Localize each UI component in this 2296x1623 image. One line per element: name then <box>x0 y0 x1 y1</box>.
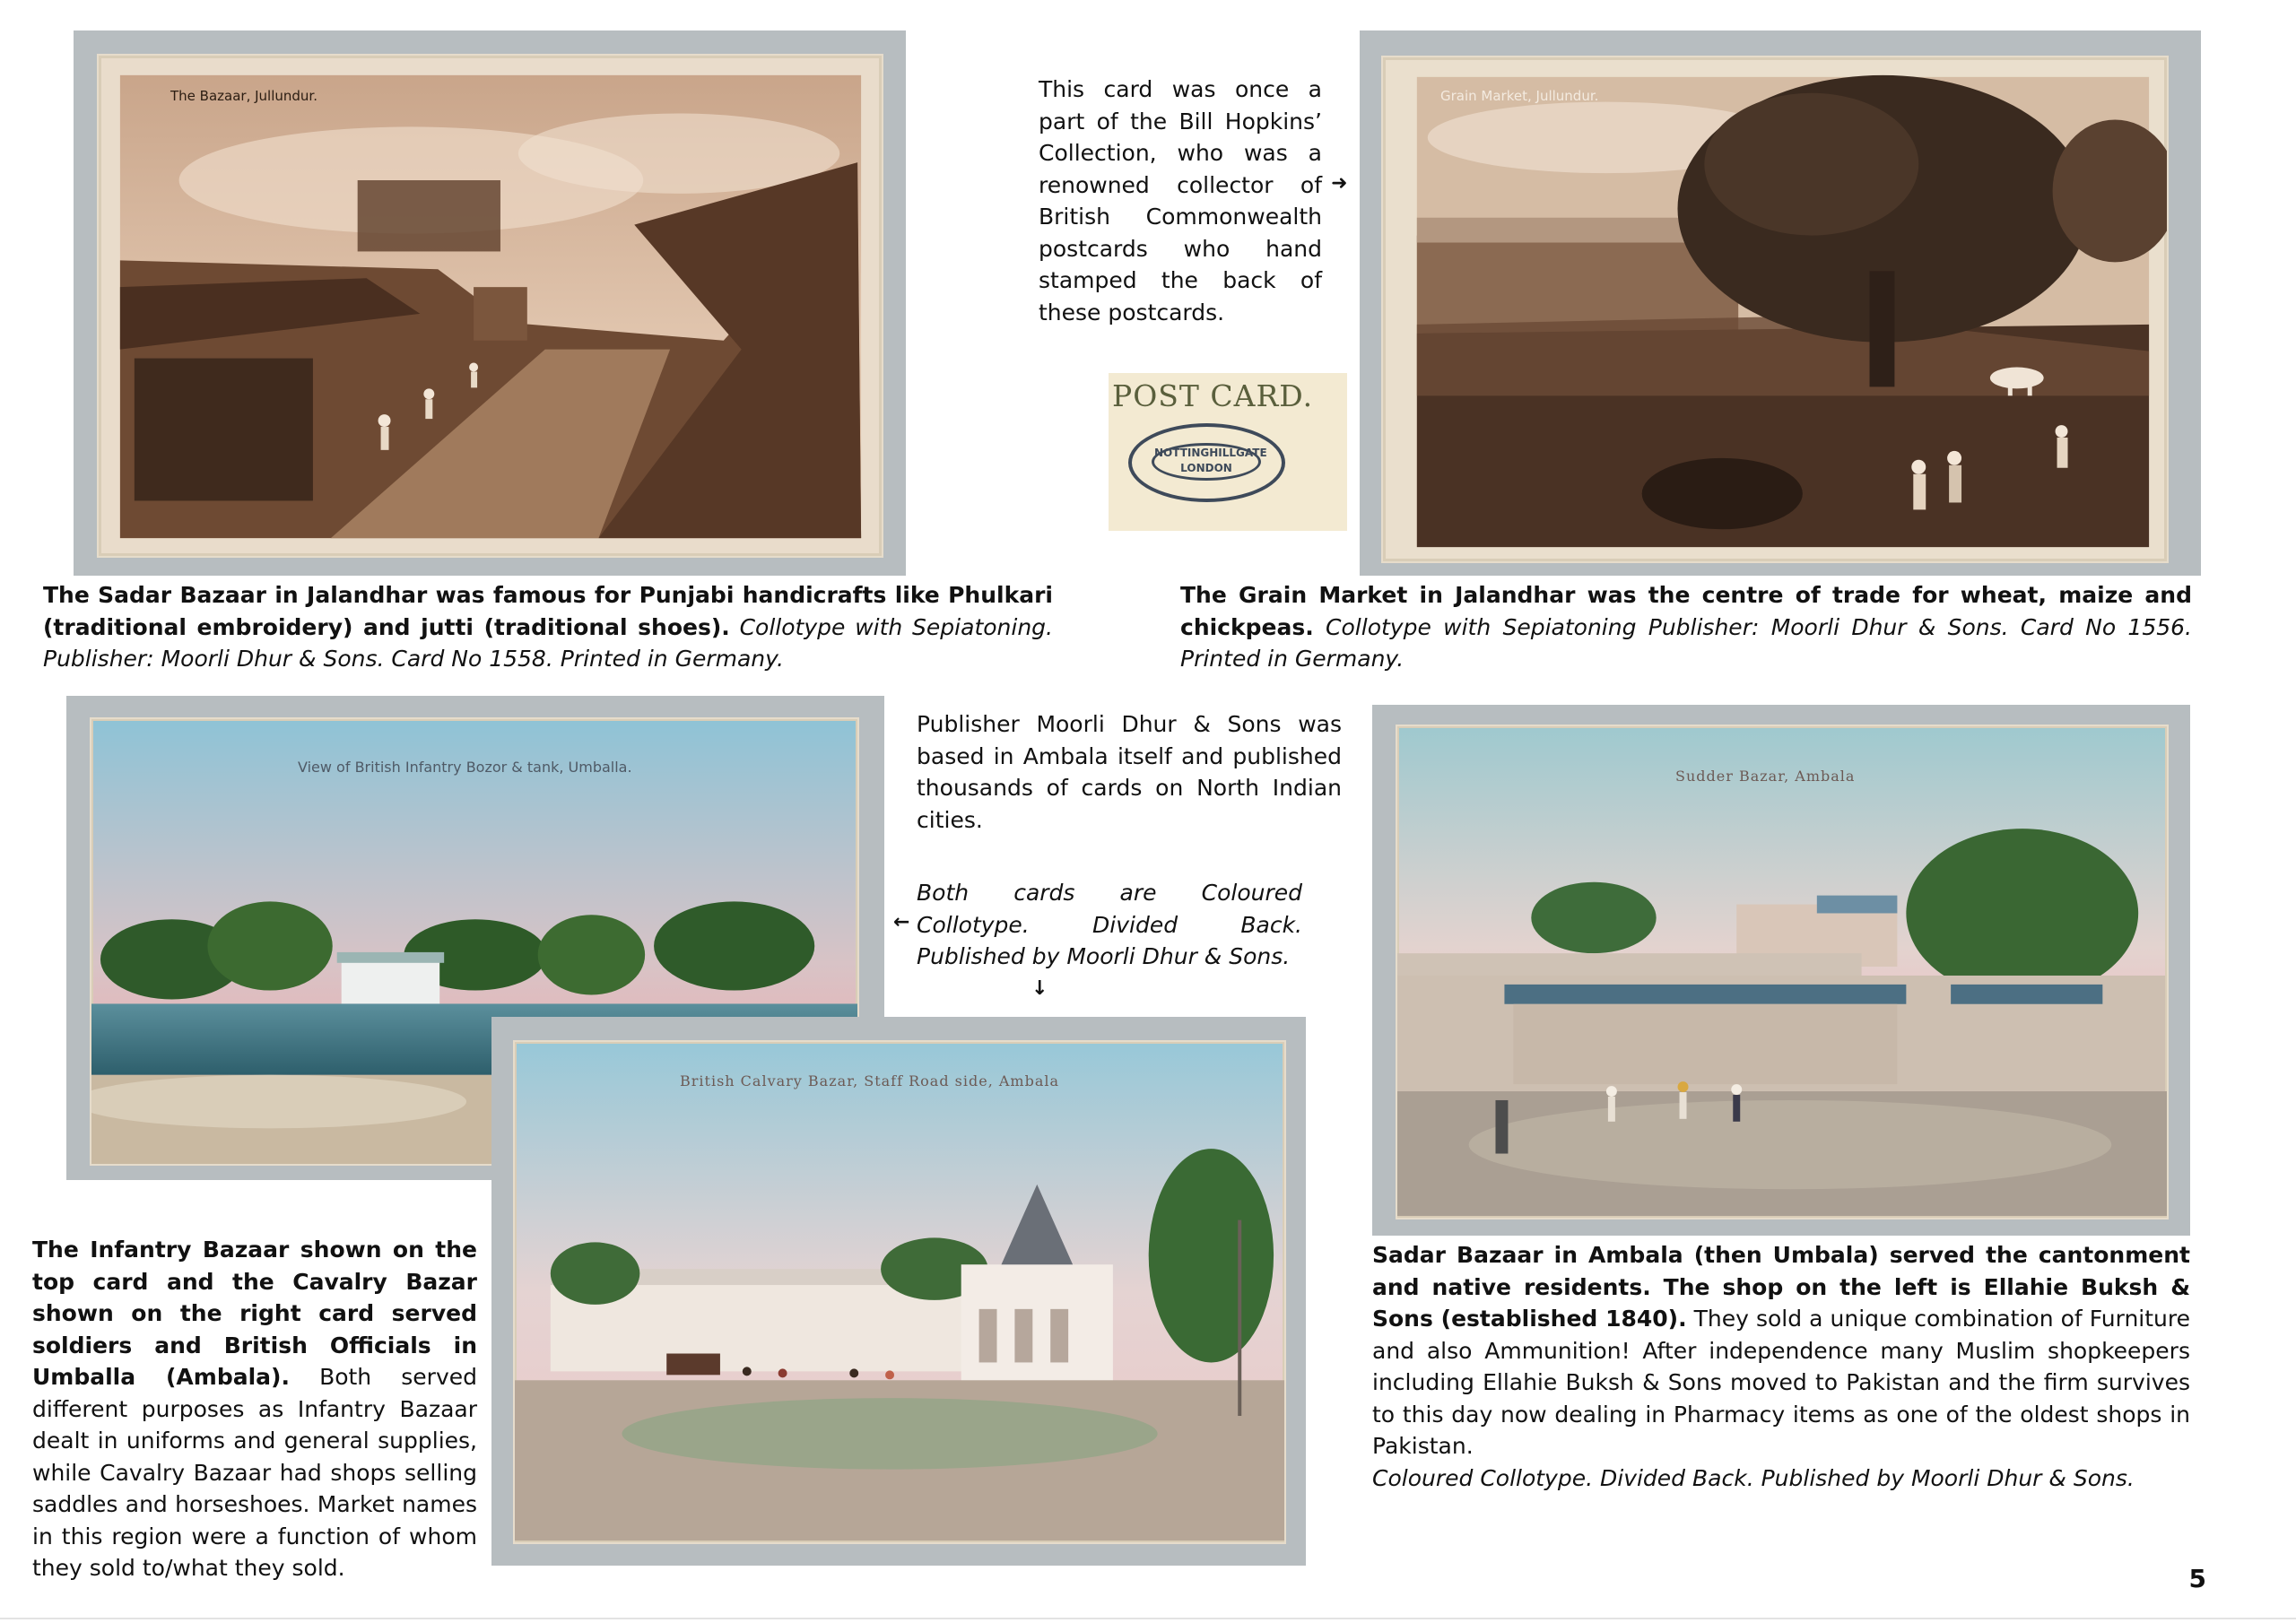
infantry-cavalry-caption-bold: The Infantry Bazaar shown on the top card and the Cavalry Bazar shown on the right card served soldiers and British Officials in Umballa (Ambala). <box>32 1237 477 1390</box>
ambala-caption-italic: Coloured Collotype. Divided Back. Published by Moorli Dhur & Sons. <box>1372 1464 2135 1491</box>
ambala-caption-bold: Sadar Bazaar in Ambala (then Umbala) served the cantonment and native residents. The shop on the left is Ellahie Buksh & Sons (established 1840). <box>1372 1242 2190 1332</box>
postcard-cavalry-bazaar-image <box>515 1042 1284 1542</box>
bill-hopkins-stamp <box>1109 373 1347 531</box>
arrow-left-icon: ← <box>893 911 910 933</box>
postcard-bazaar-jullundur <box>97 54 883 558</box>
arrow-down-icon: ↓ <box>1031 977 1048 1000</box>
page-number: 5 <box>2188 1564 2206 1593</box>
publisher-note: Publisher Moorli Dhur & Sons was based in Ambala itself and published thousands of cards on North Indian cities. <box>917 711 1342 833</box>
postcard-bazaar-jullundur-label: The Bazaar, Jullundur. <box>170 88 317 104</box>
stamp-line-1: NOTTINGHILLGATE <box>1154 447 1267 459</box>
both-cards-note <box>917 877 1302 973</box>
postcard-cavalry-bazaar <box>513 1040 1286 1544</box>
postcard-sudder-bazar-label: Sudder Bazar, Ambala <box>1675 768 1856 785</box>
grain-market-caption-italic: Collotype with Sepiatoning Publisher: Moorli Dhur & Sons. Card No 1556. Printed in Germany. <box>1180 613 2192 672</box>
stamp-title: POST CARD. <box>1112 378 1314 413</box>
stamp-oval-text <box>1152 443 1267 481</box>
postcard-bazaar-jullundur-image <box>99 56 882 556</box>
grain-market-caption <box>1180 579 2192 675</box>
sadar-bazaar-jalandhar-caption-italic: Collotype with Sepiatoning. Publisher: Moorli Dhur & Sons. Card No 1558. Printed in Germany. <box>43 613 1053 672</box>
postcard-grain-market-label: Grain Market, Jullundur. <box>1440 88 1599 104</box>
sadar-bazaar-jalandhar-caption <box>43 579 1053 675</box>
postcard-sudder-bazar-image <box>1397 726 2167 1218</box>
arrow-right-icon: ➜ <box>1331 172 1348 195</box>
postcard-cavalry-bazaar-label: British Calvary Bazar, Staff Road side, Ambala <box>680 1072 1060 1089</box>
grain-market-caption-bold: The Grain Market in Jalandhar was the centre of trade for wheat, maize and chickpeas. <box>1180 582 2192 640</box>
infantry-cavalry-caption <box>32 1234 477 1584</box>
ambala-sadar-bazaar-caption <box>1372 1239 2190 1494</box>
hopkins-collection-note: This card was once a part of the Bill Hopkins’ Collection, who was a renowned collector of British Commonwealth postcards who hand stamped the back of these postcards. <box>1039 76 1322 325</box>
stamp-line-2: LONDON <box>1180 462 1232 474</box>
sadar-bazaar-jalandhar-caption-bold: The Sadar Bazaar in Jalandhar was famous for Punjabi handicrafts like Phulkari (traditional embroidery) and jutti (traditional shoes). <box>43 582 1053 640</box>
postcard-grain-market <box>1381 56 2169 563</box>
both-cards-note-italic: Both cards are Coloured Collotype. Divided Back. Published by Moorli Dhur & Sons. <box>917 880 1302 969</box>
ambala-caption-regular: They sold a unique combination of Furniture and also Ammunition! After independence many Muslim shopkeepers including Ellahie Buksh & Sons moved to Pakistan and the firm survives to this day now dealing in Pharmacy items as one of the oldest shops in Pakistan. <box>1372 1306 2190 1459</box>
page-bottom-edge <box>0 1618 2296 1619</box>
postcard-grain-market-image <box>1383 57 2167 561</box>
postcard-infantry-bazaar-label: View of British Infantry Bozor & tank, Umballa. <box>298 759 632 776</box>
postcard-sudder-bazar <box>1396 725 2169 1219</box>
infantry-cavalry-caption-regular: Both served different purposes as Infantry Bazaar dealt in uniforms and general supplies, while Cavalry Bazaar had shops selling saddles and horseshoes. Market names in this region were a function of whom they sold to/what they sold. <box>32 1364 477 1581</box>
